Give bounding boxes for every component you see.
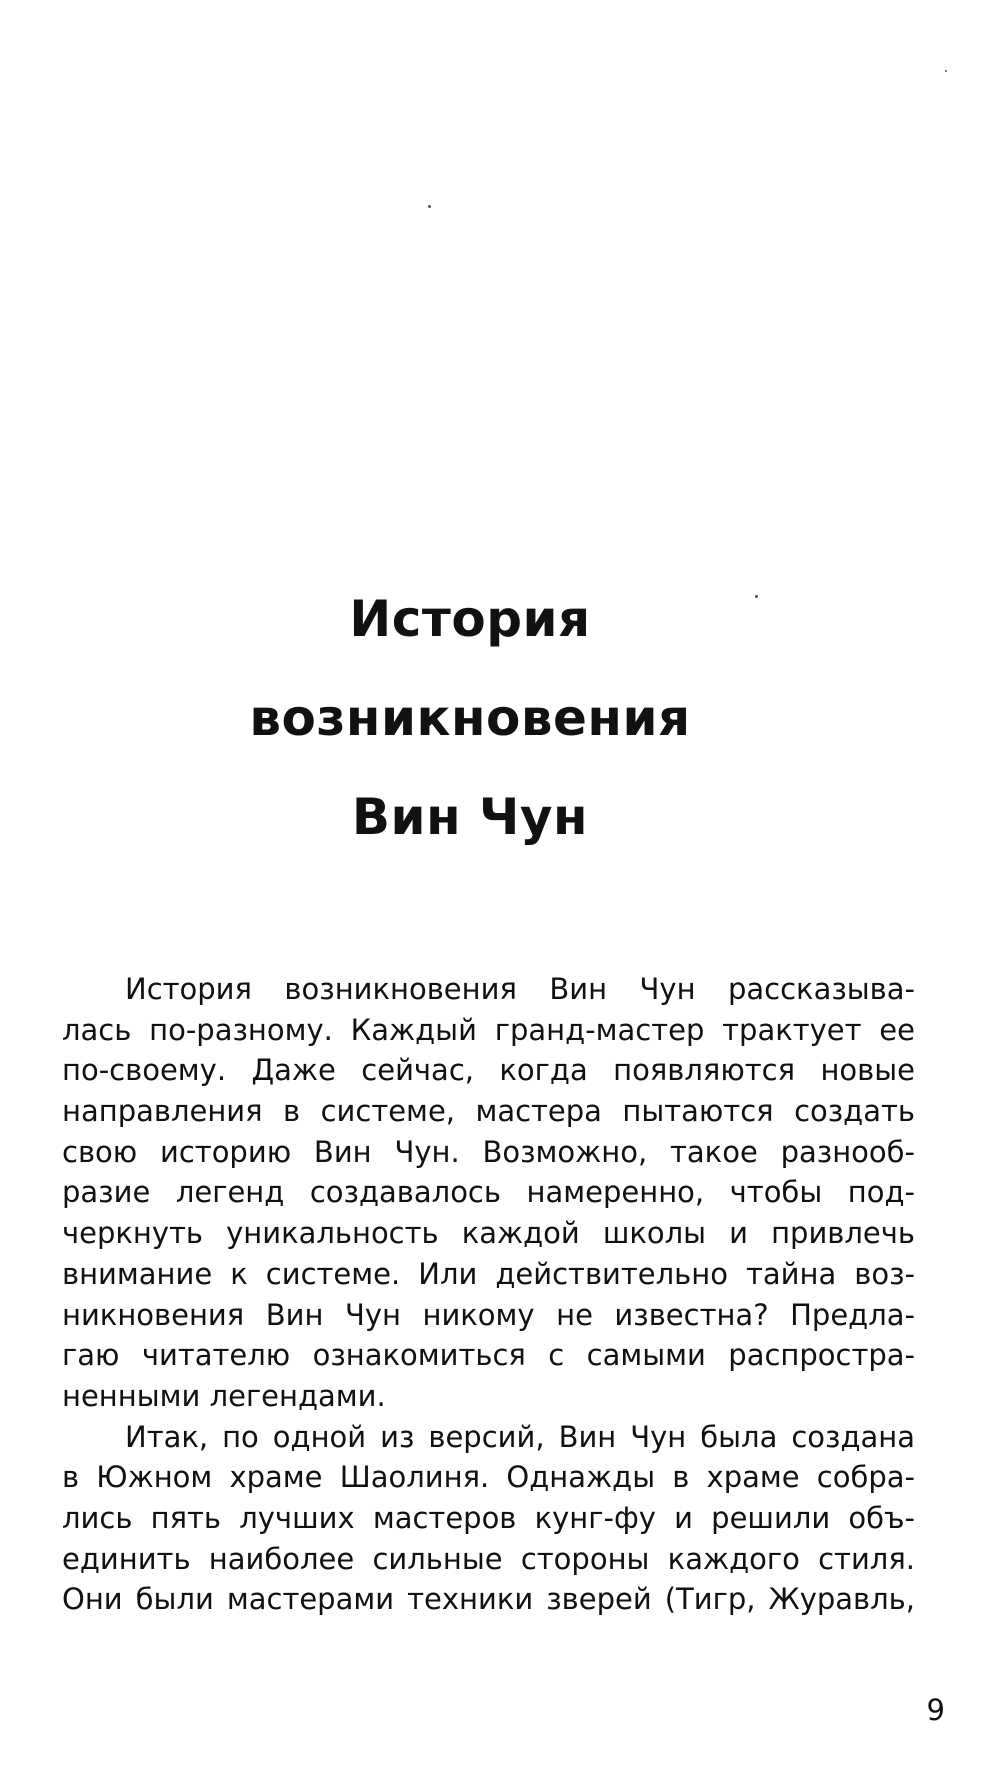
scan-speck <box>428 205 431 208</box>
page-number: 9 <box>926 1693 945 1727</box>
chapter-title <box>0 570 940 867</box>
text-line: Итак, по одной из версий, Вин Чун была создана <box>125 1419 915 1454</box>
text-line: лись пять лучших мастеров кунг-фу и решили объ- <box>62 1500 915 1535</box>
text-line: гаю читателю ознакомиться с самыми распростра- <box>62 1338 915 1373</box>
text-line: свою историю Вин Чун. Возможно, такое разнооб- <box>62 1134 915 1169</box>
text-line: История возникновения Вин Чун рассказыва- <box>125 972 915 1006</box>
text-line: Они были мастерами техники зверей (Тигр, Журавль, <box>62 1582 915 1617</box>
text-line: внимание к системе. Или действительно тайна воз- <box>62 1256 915 1291</box>
text-line: никновения Вин Чун никому не известна? Предла- <box>62 1297 915 1332</box>
text-line: разие легенд создавалось намеренно, чтобы под- <box>62 1175 915 1210</box>
text-line: по-своему. Даже сейчас, когда появляются новые <box>62 1053 915 1088</box>
text-line: единить наиболее сильные стороны каждого стиля. <box>62 1541 915 1576</box>
paragraph-2 <box>62 1417 915 1620</box>
text-line: лась по-разному. Каждый гранд-мастер трактует ее <box>62 1012 915 1047</box>
text-line: черкнуть уникальность каждой школы и привлечь <box>62 1216 915 1251</box>
text-line: ненными легендами. <box>62 1378 386 1413</box>
scan-speck <box>945 70 947 72</box>
chapter-title-line-1: История <box>349 590 591 648</box>
body-text <box>62 969 915 1620</box>
chapter-title-line-3: Вин Чун <box>351 788 589 846</box>
text-line: в Южном храме Шаолиня. Однажды в храме собра- <box>62 1460 915 1495</box>
paragraph-1 <box>62 969 915 1417</box>
chapter-title-line-2: возникновения <box>249 689 691 747</box>
text-line: направления в системе, мастера пытаются создать <box>62 1094 915 1129</box>
